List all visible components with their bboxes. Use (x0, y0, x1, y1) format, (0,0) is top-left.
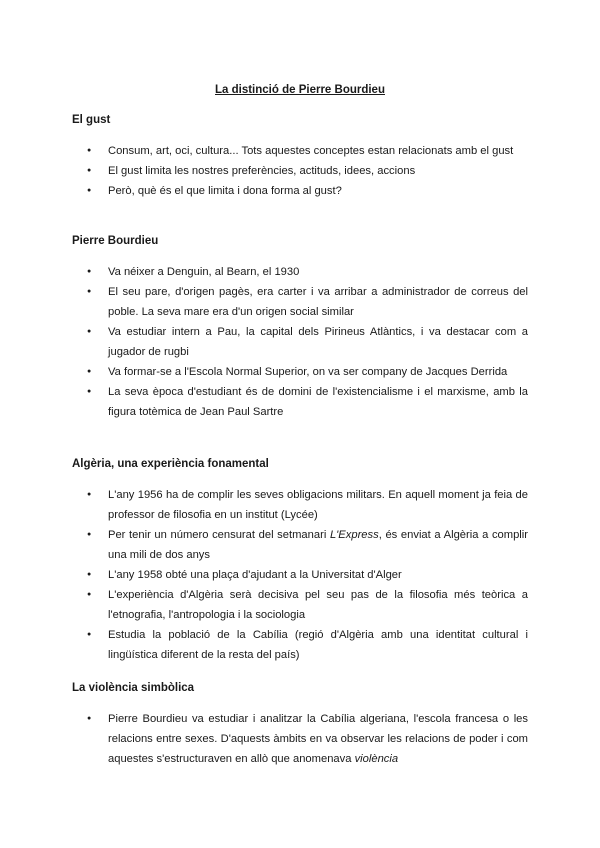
section-list-algeria (72, 485, 528, 665)
list-item: ● L'any 1956 ha de complir les seves obligacions militars. En aquell moment ja feia de professor de filosofia en un institut (Lycée) (72, 485, 528, 525)
list-item (72, 709, 528, 769)
item-text: , és enviat a Algèria a complir una mili de dos anys (108, 529, 528, 561)
section-heading-algeria: Algèria, una experiència fonamental (72, 458, 269, 470)
list-item: ● Estudia la població de la Cabília (regió d'Algèria amb una identitat cultural i lingüística diferent de la resta del país) (72, 625, 528, 665)
list-item: ● Va estudiar intern a Pau, la capital dels Pirineus Atlàntics, i va destacar com a jugador de rugbi (72, 322, 528, 362)
item-text: Pierre Bourdieu va estudiar i analitzar la Cabília algeriana, l'escola francesa o les relacions entre sexes. D'aquests àmbits en va observar les relacions de poder i com aquestes s'estructuraven en allò que anomenava (108, 713, 528, 765)
list-item: ● La seva època d'estudiant és de domini de l'existencialisme i el marxisme, amb la figura totèmica de Jean Paul Sartre (72, 382, 528, 422)
section-list-el-gust (72, 141, 528, 201)
document-title: La distinció de Pierre Bourdieu (215, 84, 385, 96)
list-item: ● El gust limita les nostres preferències, actituds, idees, accions (72, 161, 528, 181)
list-item (72, 525, 528, 565)
list-item: ● L'experiència d'Algèria serà decisiva pel seu pas de la filosofia més teòrica a l'etnografia, l'antropologia i la sociologia (72, 585, 528, 625)
item-text: Per tenir un número censurat del setmanari (108, 529, 330, 541)
list-item: ● Va néixer a Denguin, al Bearn, el 1930 (72, 262, 528, 282)
section-list-violencia-simbolica (72, 709, 528, 769)
section-heading-el-gust: El gust (72, 114, 111, 126)
section-heading-violencia-simbolica: La violència simbòlica (72, 682, 195, 694)
list-item: ● Consum, art, oci, cultura... Tots aquestes conceptes estan relacionats amb el gust (72, 141, 528, 161)
list-item: ● L'any 1958 obté una plaça d'ajudant a la Universitat d'Alger (72, 565, 528, 585)
section-heading-pierre-bourdieu: Pierre Bourdieu (72, 235, 159, 247)
list-item: ● Va formar-se a l'Escola Normal Superior, on va ser company de Jacques Derrida (72, 362, 528, 382)
section-list-pierre-bourdieu (72, 262, 528, 422)
list-item: ● Però, què és el que limita i dona forma al gust? (72, 181, 528, 201)
emphasized-term: violència (354, 753, 399, 765)
list-item: ● El seu pare, d'origen pagès, era carter i va arribar a administrador de correus del poble. La seva mare era d'un origen social similar (72, 282, 528, 322)
publication-name: L'Express (329, 529, 379, 541)
